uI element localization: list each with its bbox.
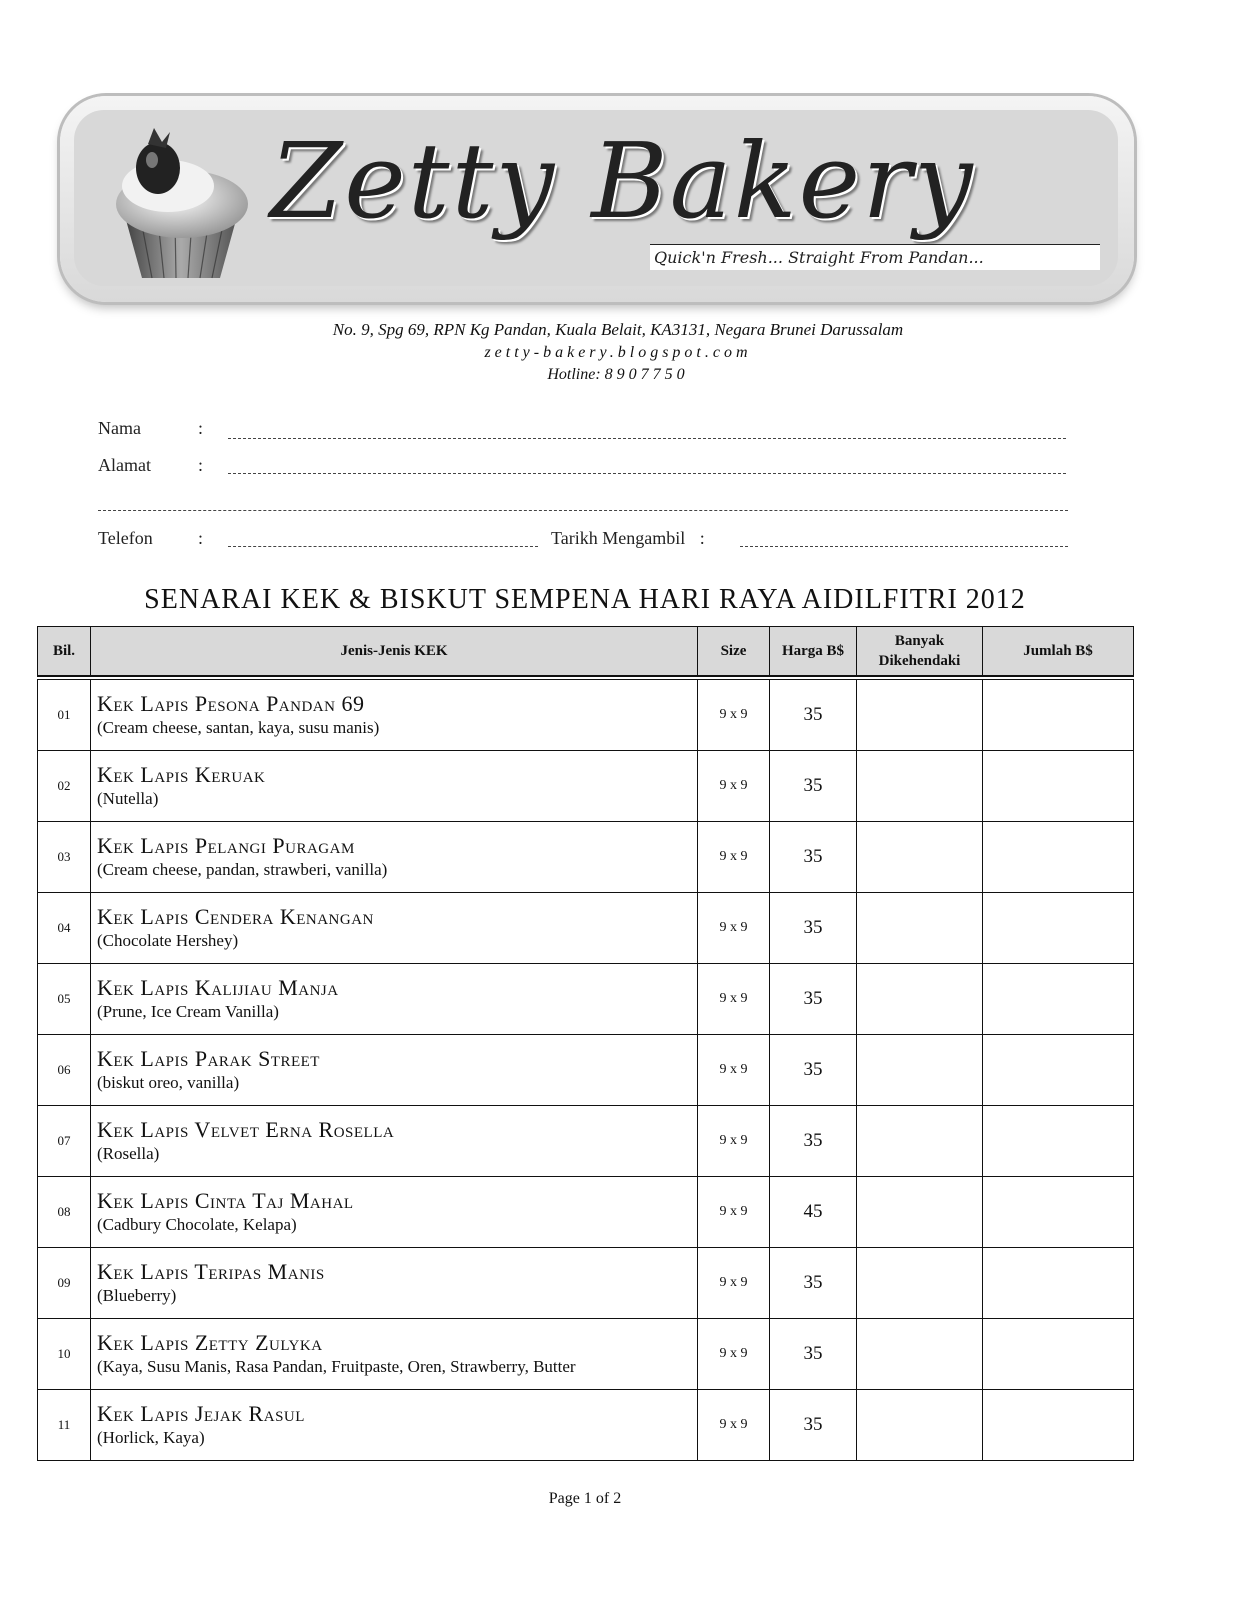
table-row	[38, 893, 1134, 964]
total-input-cell[interactable]	[983, 751, 1134, 822]
table-header-row	[38, 627, 1134, 677]
cake-price: 35	[770, 680, 857, 751]
cake-description: (Cream cheese, santan, kaya, susu manis)	[97, 718, 380, 737]
cake-size: 9 x 9	[698, 1390, 770, 1461]
telefon-colon: :	[198, 528, 204, 548]
telefon-label: Telefon	[98, 528, 153, 548]
total-input-cell[interactable]	[983, 1177, 1134, 1248]
cake-price: 45	[770, 1177, 857, 1248]
table-row	[38, 1390, 1134, 1461]
table-row	[38, 1177, 1134, 1248]
tarikh-colon: :	[699, 528, 705, 548]
row-number: 07	[38, 1106, 91, 1177]
cake-name: Kek Lapis Pelangi Puragam	[97, 833, 355, 858]
quantity-input-cell[interactable]	[857, 1248, 983, 1319]
cake-cell	[91, 751, 698, 822]
hotline-label: Hotline:	[547, 366, 601, 383]
cake-price: 35	[770, 1106, 857, 1177]
row-number: 11	[38, 1390, 91, 1461]
row-number: 01	[38, 680, 91, 751]
cake-price: 35	[770, 1319, 857, 1390]
total-input-cell[interactable]	[983, 1106, 1134, 1177]
tarikh-label-text: Tarikh Mengambil	[551, 528, 686, 548]
cake-cell	[91, 893, 698, 964]
cupcake-logo-icon	[96, 108, 256, 288]
cake-size: 9 x 9	[698, 893, 770, 964]
row-number: 02	[38, 751, 91, 822]
total-input-cell[interactable]	[983, 893, 1134, 964]
cake-description: (Rosella)	[97, 1144, 160, 1163]
cake-size: 9 x 9	[698, 751, 770, 822]
header-size: Size	[698, 627, 770, 677]
cake-cell	[91, 964, 698, 1035]
brand-logo-text: Zetty Bakery	[270, 120, 975, 242]
address-line: No. 9, Spg 69, RPN Kg Pandan, Kuala Belait, KA3131, Negara Brunei Darussalam	[332, 320, 904, 339]
cake-size: 9 x 9	[698, 1319, 770, 1390]
quantity-input-cell[interactable]	[857, 1177, 983, 1248]
table-row	[38, 964, 1134, 1035]
cake-size: 9 x 9	[698, 964, 770, 1035]
cake-size: 9 x 9	[698, 1106, 770, 1177]
cake-name: Kek Lapis Zetty Zulyka	[97, 1330, 323, 1355]
cake-description: (biskut oreo, vanilla)	[97, 1073, 240, 1092]
cake-name: Kek Lapis Velvet Erna Rosella	[97, 1117, 395, 1142]
cake-cell	[91, 1177, 698, 1248]
total-input-cell[interactable]	[983, 964, 1134, 1035]
cake-price: 35	[770, 1390, 857, 1461]
cake-size: 9 x 9	[698, 1177, 770, 1248]
table-row	[38, 1106, 1134, 1177]
row-number: 08	[38, 1177, 91, 1248]
brand-tagline: Quick'n Fresh... Straight From Pandan...	[650, 244, 1100, 270]
quantity-input-cell[interactable]	[857, 1319, 983, 1390]
cake-cell	[91, 1035, 698, 1106]
tarikh-input-line[interactable]	[740, 546, 1068, 547]
cake-description: (Horlick, Kaya)	[97, 1428, 205, 1447]
cake-name: Kek Lapis Cinta Taj Mahal	[97, 1188, 354, 1213]
cake-description: (Cream cheese, pandan, strawberi, vanilla)	[97, 860, 388, 879]
cake-size: 9 x 9	[698, 822, 770, 893]
cake-cell	[91, 680, 698, 751]
table-row	[38, 822, 1134, 893]
cake-name: Kek Lapis Parak Street	[97, 1046, 320, 1071]
quantity-input-cell[interactable]	[857, 1106, 983, 1177]
cake-price: 35	[770, 964, 857, 1035]
row-number: 05	[38, 964, 91, 1035]
cake-cell	[91, 1106, 698, 1177]
row-number: 06	[38, 1035, 91, 1106]
cake-description: (Cadbury Chocolate, Kelapa)	[97, 1215, 297, 1234]
website-link[interactable]: zetty-bakery.blogspot.com	[484, 344, 752, 361]
cake-size: 9 x 9	[698, 680, 770, 751]
nama-input-line[interactable]	[228, 438, 1066, 439]
cake-size: 9 x 9	[698, 1035, 770, 1106]
hotline	[0, 366, 1236, 384]
total-input-cell[interactable]	[983, 822, 1134, 893]
cake-cell	[91, 822, 698, 893]
quantity-input-cell[interactable]	[857, 680, 983, 751]
row-number: 09	[38, 1248, 91, 1319]
cake-cell	[91, 1319, 698, 1390]
cake-name: Kek Lapis Kalijiau Manja	[97, 975, 339, 1000]
total-input-cell[interactable]	[983, 680, 1134, 751]
cake-cell	[91, 1248, 698, 1319]
cake-description: (Kaya, Susu Manis, Rasa Pandan, Fruitpaste, Oren, Strawberry, Butter	[97, 1357, 576, 1376]
alamat-colon: :	[198, 455, 204, 475]
hotline-number: 8907750	[604, 366, 689, 383]
cake-price: 35	[770, 893, 857, 964]
cake-price: 35	[770, 822, 857, 893]
alamat-input-line-2[interactable]	[98, 510, 1068, 511]
page-number: Page 1 of 2	[548, 1490, 622, 1507]
cake-description: (Nutella)	[97, 789, 159, 808]
table-row	[38, 1035, 1134, 1106]
quantity-input-cell[interactable]	[857, 751, 983, 822]
table-row	[38, 751, 1134, 822]
header-banyak	[857, 627, 983, 677]
cake-description: (Prune, Ice Cream Vanilla)	[97, 1002, 279, 1021]
nama-label: Nama	[98, 418, 141, 438]
cake-name: Kek Lapis Pesona Pandan 69	[97, 691, 365, 716]
header-banyak-line2: Dikehendaki	[878, 653, 961, 669]
tarikh-mengambil-label	[551, 528, 705, 549]
quantity-input-cell[interactable]	[857, 1035, 983, 1106]
quantity-input-cell[interactable]	[857, 964, 983, 1035]
total-input-cell[interactable]	[983, 1035, 1134, 1106]
header-banyak-line1: Banyak	[894, 633, 945, 649]
cake-order-table	[37, 626, 1134, 1461]
quantity-input-cell[interactable]	[857, 1390, 983, 1461]
total-input-cell[interactable]	[983, 1390, 1134, 1461]
total-input-cell[interactable]	[983, 1319, 1134, 1390]
telefon-input-line[interactable]	[228, 546, 538, 547]
alamat-input-line[interactable]	[228, 473, 1066, 474]
table-row	[38, 1248, 1134, 1319]
header-jenis: Jenis-Jenis KEK	[91, 627, 698, 677]
list-heading: SENARAI KEK & BISKUT SEMPENA HARI RAYA AIDILFITRI 2012	[144, 584, 1026, 615]
cake-description: (Chocolate Hershey)	[97, 931, 239, 950]
header-jumlah: Jumlah B$	[983, 627, 1134, 677]
row-number: 03	[38, 822, 91, 893]
cake-cell	[91, 1390, 698, 1461]
header-harga: Harga B$	[770, 627, 857, 677]
table-row	[38, 1319, 1134, 1390]
cake-name: Kek Lapis Teripas Manis	[97, 1259, 325, 1284]
cake-price: 35	[770, 751, 857, 822]
cake-name: Kek Lapis Cendera Kenangan	[97, 904, 374, 929]
row-number: 10	[38, 1319, 91, 1390]
cake-name: Kek Lapis Keruak	[97, 762, 266, 787]
row-number: 04	[38, 893, 91, 964]
alamat-label: Alamat	[98, 455, 151, 475]
cake-name: Kek Lapis Jejak Rasul	[97, 1401, 305, 1426]
quantity-input-cell[interactable]	[857, 893, 983, 964]
cake-size: 9 x 9	[698, 1248, 770, 1319]
header-bil: Bil.	[38, 627, 91, 677]
table-row	[38, 680, 1134, 751]
cake-price: 35	[770, 1035, 857, 1106]
total-input-cell[interactable]	[983, 1248, 1134, 1319]
nama-colon: :	[198, 418, 204, 438]
quantity-input-cell[interactable]	[857, 822, 983, 893]
cake-price: 35	[770, 1248, 857, 1319]
cake-description: (Blueberry)	[97, 1286, 177, 1305]
